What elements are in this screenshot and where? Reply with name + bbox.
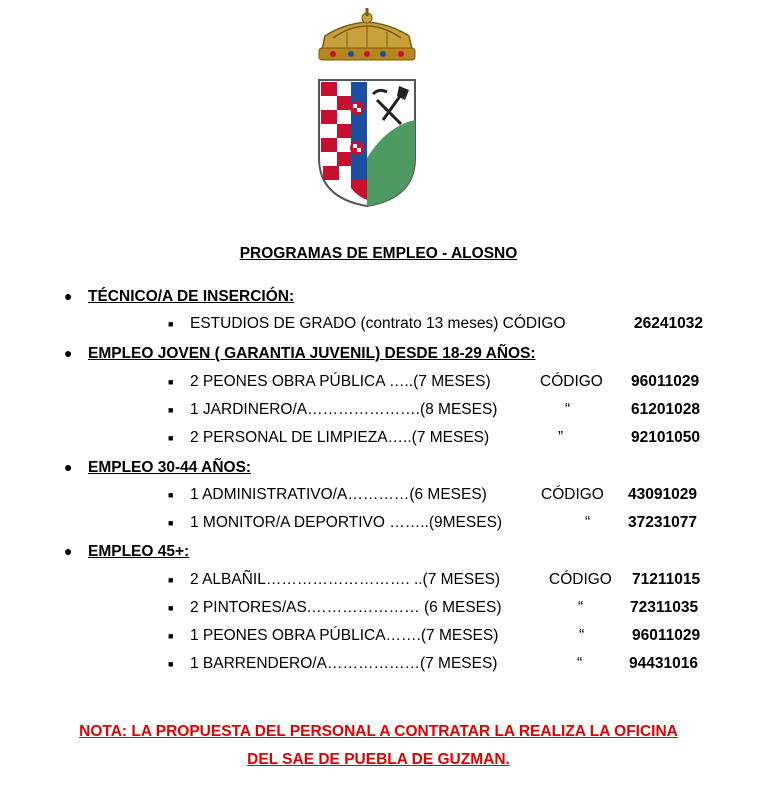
square-bullet-icon: ■ xyxy=(168,603,174,613)
square-bullet-icon: ■ xyxy=(168,631,174,641)
square-bullet-icon: ■ xyxy=(168,319,174,329)
square-bullet-icon: ■ xyxy=(168,518,174,528)
square-bullet-icon: ■ xyxy=(168,659,174,669)
bullet-icon: ● xyxy=(64,288,73,304)
square-bullet-icon: ■ xyxy=(168,490,174,500)
square-bullet-icon: ■ xyxy=(168,405,174,415)
section-heading-empleo-joven: ● EMPLEO JOVEN ( GARANTIA JUVENIL) DESDE 18-29 AÑOS: xyxy=(64,345,536,362)
square-bullet-icon: ■ xyxy=(168,377,174,387)
shield-icon xyxy=(319,80,415,206)
bullet-icon: ● xyxy=(64,543,73,559)
page-title: PROGRAMAS DE EMPLEO - ALOSNO xyxy=(239,245,518,262)
note-line-2: DEL SAE DE PUEBLA DE GUZMAN. xyxy=(247,751,510,768)
section-heading-tecnico: ● TÉCNICO/A DE INSERCIÓN: xyxy=(64,288,295,305)
note-line-1: NOTA: LA PROPUESTA DEL PERSONAL A CONTRATAR LA REALIZA LA OFICINA xyxy=(79,723,678,740)
bullet-icon: ● xyxy=(64,345,73,361)
bullet-icon: ● xyxy=(64,459,73,475)
section-heading-empleo-30-44: ● EMPLEO 30-44 AÑOS: xyxy=(64,459,252,476)
crown-icon xyxy=(319,8,415,60)
square-bullet-icon: ■ xyxy=(168,575,174,585)
coat-of-arms-icon xyxy=(313,8,421,208)
section-heading-empleo-45: ● EMPLEO 45+: xyxy=(64,543,190,560)
square-bullet-icon: ■ xyxy=(168,433,174,443)
